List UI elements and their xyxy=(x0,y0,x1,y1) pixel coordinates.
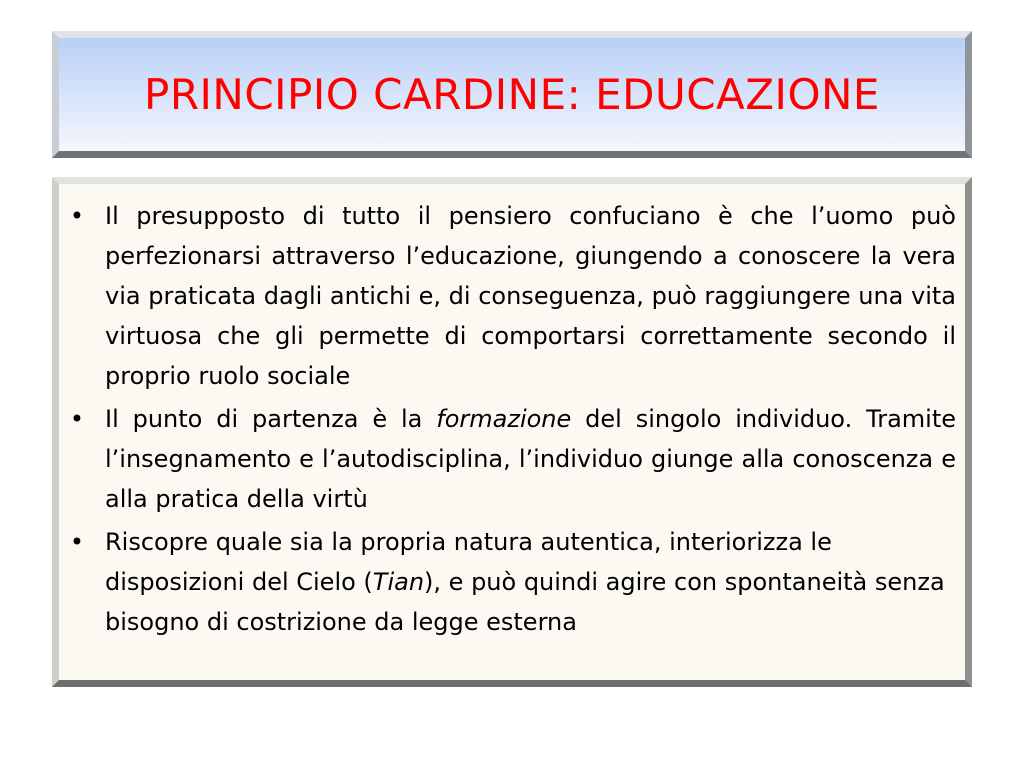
bullet-text: ), e può quindi agire con spontaneità senza bisogno di costrizione da legge esterna xyxy=(105,568,945,636)
bullet-icon: • xyxy=(69,528,85,556)
bullet-icon: • xyxy=(69,202,85,230)
slide-title: PRINCIPIO CARDINE: EDUCAZIONE xyxy=(144,70,880,119)
bullet-item xyxy=(59,399,965,519)
bullet-text: Il presupposto di tutto il pensiero confuciano è che l’uomo può perfezionarsi attraverso l’educazione, giungendo a conoscere la vera via praticata dagli antichi e, di conseguenza, può raggiungere una vita virtuosa che gli permette di comportarsi correttamente secondo il proprio ruolo sociale xyxy=(105,202,956,390)
bullet-emphasis: formazione xyxy=(436,405,572,433)
title-box xyxy=(52,31,972,158)
bullet-text: Il punto di partenza è la xyxy=(105,405,437,433)
bullet-icon: • xyxy=(69,405,85,433)
bullet-emphasis: Tian xyxy=(372,568,425,596)
bullet-text: del singolo individuo. Tramite l’insegnamento e l’autodisciplina, l’individuo giunge alla conoscenza e alla pratica della virtù xyxy=(105,405,956,513)
bullet-list xyxy=(59,196,965,642)
bullet-item xyxy=(59,522,965,642)
bullet-item xyxy=(59,196,965,396)
content-box xyxy=(52,177,972,687)
bullet-text: Riscopre quale sia la propria natura autentica, interiorizza le disposizioni del Cielo ( xyxy=(105,528,832,596)
